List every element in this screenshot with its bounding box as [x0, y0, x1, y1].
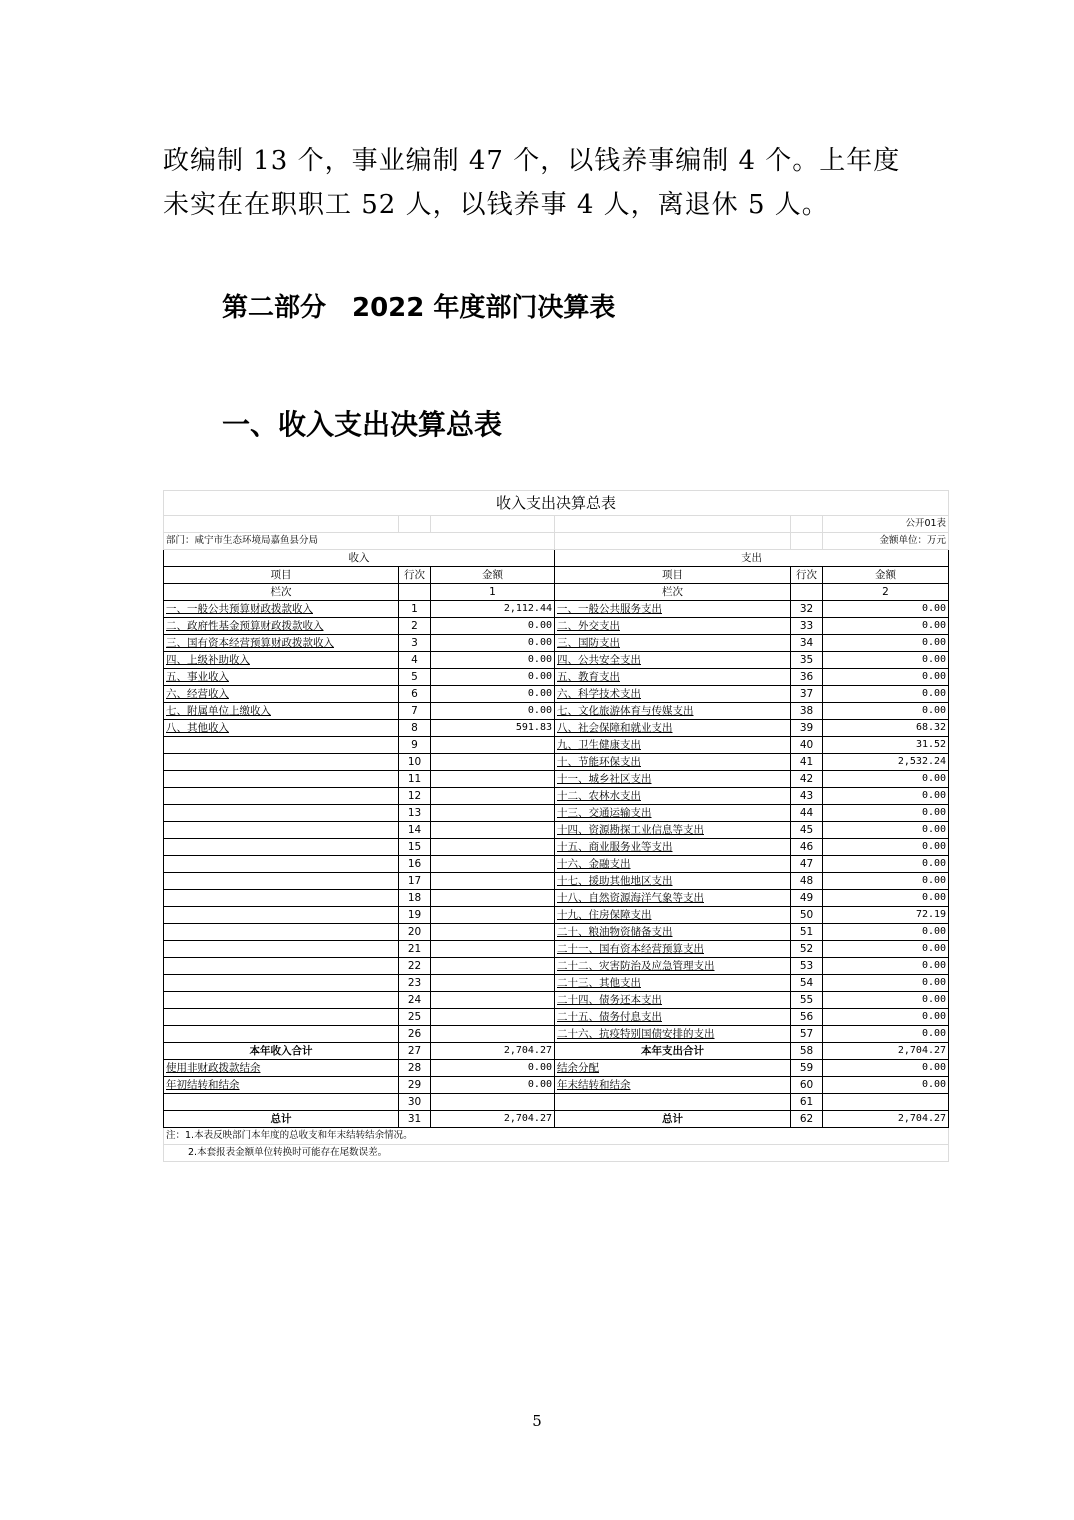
expense-amount: 0.00 — [823, 992, 949, 1009]
income-item — [164, 856, 399, 873]
income-item — [164, 805, 399, 822]
expense-header: 支出 — [555, 550, 949, 567]
income-row-no: 29 — [399, 1077, 431, 1094]
income-amount — [431, 975, 555, 992]
expense-row-no: 42 — [791, 771, 823, 788]
income-item — [164, 1094, 399, 1111]
grand-total-label-income: 总计 — [164, 1111, 399, 1128]
expense-row-no: 47 — [791, 856, 823, 873]
income-item — [164, 992, 399, 1009]
department-label: 部门：咸宁市生态环境局嘉鱼县分局 — [164, 533, 555, 550]
income-item — [164, 907, 399, 924]
expense-row-no: 38 — [791, 703, 823, 720]
expense-amount: 0.00 — [823, 941, 949, 958]
expense-amount: 0.00 — [823, 839, 949, 856]
table-row — [164, 924, 949, 941]
expense-item: 二十五、债务付息支出 — [555, 1009, 791, 1026]
expense-amount: 0.00 — [823, 1060, 949, 1077]
income-row-no: 16 — [399, 856, 431, 873]
income-row-no: 24 — [399, 992, 431, 1009]
table-row — [164, 703, 949, 720]
income-amount — [431, 788, 555, 805]
table-row — [164, 652, 949, 669]
expense-item: 二、外交支出 — [555, 618, 791, 635]
expense-item: 一、一般公共服务支出 — [555, 601, 791, 618]
table-row — [164, 873, 949, 890]
income-amount — [431, 890, 555, 907]
expense-amount: 0.00 — [823, 822, 949, 839]
col-row-income: 行次 — [399, 567, 431, 584]
expense-amount: 0.00 — [823, 703, 949, 720]
income-item — [164, 788, 399, 805]
table-row — [164, 618, 949, 635]
expense-amount: 0.00 — [823, 788, 949, 805]
total-expense-label: 本年支出合计 — [555, 1043, 791, 1060]
income-item — [164, 890, 399, 907]
income-row-no: 8 — [399, 720, 431, 737]
income-item — [164, 873, 399, 890]
income-item — [164, 924, 399, 941]
expense-row-no: 54 — [791, 975, 823, 992]
income-item — [164, 1009, 399, 1026]
total-expense-amount: 2,704.27 — [823, 1043, 949, 1060]
expense-row-no: 57 — [791, 1026, 823, 1043]
income-item — [164, 941, 399, 958]
income-row-no: 28 — [399, 1060, 431, 1077]
table-row — [164, 737, 949, 754]
table-row — [164, 754, 949, 771]
table-row — [164, 890, 949, 907]
expense-item: 十九、住房保障支出 — [555, 907, 791, 924]
total-income-amount: 2,704.27 — [431, 1043, 555, 1060]
expense-row-no: 36 — [791, 669, 823, 686]
grand-total-label-expense: 总计 — [555, 1111, 791, 1128]
income-row-no: 22 — [399, 958, 431, 975]
income-amount: 2,112.44 — [431, 601, 555, 618]
expense-amount: 0.00 — [823, 618, 949, 635]
grand-total-no-expense: 62 — [791, 1111, 823, 1128]
table-row — [164, 635, 949, 652]
expense-row-no: 61 — [791, 1094, 823, 1111]
income-amount — [431, 873, 555, 890]
income-amount — [431, 992, 555, 1009]
income-row-no: 21 — [399, 941, 431, 958]
income-item — [164, 754, 399, 771]
subsection-title: 一、收入支出决算总表 — [222, 408, 503, 441]
income-amount — [431, 1026, 555, 1043]
expense-item: 年末结转和结余 — [555, 1077, 791, 1094]
income-item: 七、附属单位上缴收入 — [164, 703, 399, 720]
amount-unit: 金额单位：万元 — [823, 533, 949, 550]
expense-row-no: 39 — [791, 720, 823, 737]
income-row-no: 10 — [399, 754, 431, 771]
expense-item: 七、文化旅游体育与传媒支出 — [555, 703, 791, 720]
income-row-no: 23 — [399, 975, 431, 992]
expense-amount: 2,532.24 — [823, 754, 949, 771]
expense-amount: 0.00 — [823, 924, 949, 941]
table-row — [164, 941, 949, 958]
table-row — [164, 686, 949, 703]
col-amount-income: 金额 — [431, 567, 555, 584]
table-row — [164, 1026, 949, 1043]
expense-amount: 0.00 — [823, 635, 949, 652]
expense-row-no: 40 — [791, 737, 823, 754]
total-income-no: 27 — [399, 1043, 431, 1060]
expense-amount: 0.00 — [823, 890, 949, 907]
table-note-1: 注：1.本表反映部门本年度的总收支和年末结转结余情况。 — [164, 1128, 949, 1145]
expense-amount: 0.00 — [823, 1077, 949, 1094]
income-row-no: 17 — [399, 873, 431, 890]
table-row — [164, 958, 949, 975]
income-amount — [431, 822, 555, 839]
page-number: 5 — [532, 1412, 542, 1430]
income-row-no: 9 — [399, 737, 431, 754]
expense-item: 四、公共安全支出 — [555, 652, 791, 669]
expense-item: 十四、资源勘探工业信息等支出 — [555, 822, 791, 839]
expense-amount: 0.00 — [823, 601, 949, 618]
table-row — [164, 822, 949, 839]
income-item: 六、经营收入 — [164, 686, 399, 703]
income-amount — [431, 754, 555, 771]
expense-row-no: 59 — [791, 1060, 823, 1077]
expense-row-no: 56 — [791, 1009, 823, 1026]
body-text-line-2: 未实在在职职工 52 人，以钱养事 4 人，离退休 5 人。 — [163, 190, 829, 220]
income-row-no: 4 — [399, 652, 431, 669]
income-item: 一、一般公共预算财政拨款收入 — [164, 601, 399, 618]
expense-item: 十六、金融支出 — [555, 856, 791, 873]
income-amount — [431, 1009, 555, 1026]
expense-amount: 0.00 — [823, 686, 949, 703]
income-amount: 0.00 — [431, 1077, 555, 1094]
expense-item: 二十六、抗疫特别国债安排的支出 — [555, 1026, 791, 1043]
income-item: 年初结转和结余 — [164, 1077, 399, 1094]
expense-amount: 72.19 — [823, 907, 949, 924]
income-row-no: 18 — [399, 890, 431, 907]
expense-amount: 31.52 — [823, 737, 949, 754]
income-item — [164, 839, 399, 856]
income-amount — [431, 856, 555, 873]
income-amount: 0.00 — [431, 1060, 555, 1077]
expense-amount: 0.00 — [823, 1009, 949, 1026]
income-row-no: 20 — [399, 924, 431, 941]
income-row-no: 13 — [399, 805, 431, 822]
expense-row-no: 60 — [791, 1077, 823, 1094]
expense-amount — [823, 1094, 949, 1111]
expense-row-no: 41 — [791, 754, 823, 771]
expense-item: 十二、农林水支出 — [555, 788, 791, 805]
table-row — [164, 1077, 949, 1094]
section-title: 第二部分 2022 年度部门决算表 — [222, 293, 616, 323]
grand-total-amount-income: 2,704.27 — [431, 1111, 555, 1128]
income-item — [164, 737, 399, 754]
expense-item: 十一、城乡社区支出 — [555, 771, 791, 788]
income-row-no: 3 — [399, 635, 431, 652]
expense-row-no: 37 — [791, 686, 823, 703]
expense-row-no: 48 — [791, 873, 823, 890]
table-row — [164, 1094, 949, 1111]
expense-amount: 0.00 — [823, 669, 949, 686]
expense-row-no: 43 — [791, 788, 823, 805]
income-amount: 0.00 — [431, 635, 555, 652]
col-item-income: 项目 — [164, 567, 399, 584]
income-item — [164, 975, 399, 992]
expense-item: 十八、自然资源海洋气象等支出 — [555, 890, 791, 907]
expense-item: 三、国防支出 — [555, 635, 791, 652]
expense-row-no: 52 — [791, 941, 823, 958]
income-amount — [431, 737, 555, 754]
form-number: 公开01表 — [823, 516, 949, 533]
lanci-expense: 2 — [823, 584, 949, 601]
table-row — [164, 805, 949, 822]
total-expense-no: 58 — [791, 1043, 823, 1060]
income-amount: 0.00 — [431, 669, 555, 686]
income-amount: 591.83 — [431, 720, 555, 737]
table-row — [164, 1009, 949, 1026]
expense-amount: 0.00 — [823, 873, 949, 890]
income-row-no: 11 — [399, 771, 431, 788]
income-row-no: 1 — [399, 601, 431, 618]
expense-row-no: 51 — [791, 924, 823, 941]
expense-item: 六、科学技术支出 — [555, 686, 791, 703]
income-row-no: 26 — [399, 1026, 431, 1043]
table-row — [164, 601, 949, 618]
expense-item: 二十三、其他支出 — [555, 975, 791, 992]
expense-item: 九、卫生健康支出 — [555, 737, 791, 754]
total-income-label: 本年收入合计 — [164, 1043, 399, 1060]
table-row — [164, 839, 949, 856]
table-row — [164, 771, 949, 788]
income-row-no: 30 — [399, 1094, 431, 1111]
expense-amount: 68.32 — [823, 720, 949, 737]
expense-item: 二十二、灾害防治及应急管理支出 — [555, 958, 791, 975]
expense-amount: 0.00 — [823, 805, 949, 822]
expense-row-no: 35 — [791, 652, 823, 669]
income-item: 八、其他收入 — [164, 720, 399, 737]
expense-amount: 0.00 — [823, 958, 949, 975]
expense-row-no: 55 — [791, 992, 823, 1009]
income-amount — [431, 839, 555, 856]
income-row-no: 2 — [399, 618, 431, 635]
income-row-no: 12 — [399, 788, 431, 805]
income-item: 五、事业收入 — [164, 669, 399, 686]
income-amount: 0.00 — [431, 652, 555, 669]
income-row-no: 14 — [399, 822, 431, 839]
col-item-expense: 项目 — [555, 567, 791, 584]
expense-row-no: 44 — [791, 805, 823, 822]
table-row — [164, 720, 949, 737]
income-amount — [431, 907, 555, 924]
income-item — [164, 771, 399, 788]
income-item: 二、政府性基金预算财政拨款收入 — [164, 618, 399, 635]
expense-item: 十三、交通运输支出 — [555, 805, 791, 822]
expense-amount: 0.00 — [823, 771, 949, 788]
income-row-no: 6 — [399, 686, 431, 703]
grand-total-no-income: 31 — [399, 1111, 431, 1128]
table-row — [164, 856, 949, 873]
income-item — [164, 822, 399, 839]
income-amount — [431, 941, 555, 958]
expense-item: 二十、粮油物资储备支出 — [555, 924, 791, 941]
expense-row-no: 32 — [791, 601, 823, 618]
body-text-line-1: 政编制 13 个，事业编制 47 个，以钱养事编制 4 个。上年度 — [163, 146, 901, 176]
expense-row-no: 33 — [791, 618, 823, 635]
income-row-no: 19 — [399, 907, 431, 924]
income-amount: 0.00 — [431, 618, 555, 635]
col-row-expense: 行次 — [791, 567, 823, 584]
lanci-income: 1 — [431, 584, 555, 601]
expense-amount: 0.00 — [823, 975, 949, 992]
table-row — [164, 788, 949, 805]
expense-item: 十、节能环保支出 — [555, 754, 791, 771]
income-header: 收入 — [164, 550, 555, 567]
expense-item: 五、教育支出 — [555, 669, 791, 686]
income-amount — [431, 771, 555, 788]
income-item — [164, 1026, 399, 1043]
col-amount-expense: 金额 — [823, 567, 949, 584]
expense-item: 十七、援助其他地区支出 — [555, 873, 791, 890]
lanci-label-income: 栏次 — [164, 584, 399, 601]
expense-row-no: 50 — [791, 907, 823, 924]
income-amount — [431, 805, 555, 822]
expense-row-no: 46 — [791, 839, 823, 856]
expense-row-no: 53 — [791, 958, 823, 975]
income-row-no: 15 — [399, 839, 431, 856]
expense-item: 八、社会保障和就业支出 — [555, 720, 791, 737]
expense-row-no: 45 — [791, 822, 823, 839]
income-amount: 0.00 — [431, 703, 555, 720]
income-amount — [431, 924, 555, 941]
income-amount — [431, 1094, 555, 1111]
expense-item — [555, 1094, 791, 1111]
expense-row-no: 34 — [791, 635, 823, 652]
income-item: 使用非财政拨款结余 — [164, 1060, 399, 1077]
expense-item: 结余分配 — [555, 1060, 791, 1077]
income-amount: 0.00 — [431, 686, 555, 703]
table-title: 收入支出决算总表 — [164, 491, 949, 516]
table-row — [164, 1060, 949, 1077]
income-amount — [431, 958, 555, 975]
income-item: 四、上级补助收入 — [164, 652, 399, 669]
expense-row-no: 49 — [791, 890, 823, 907]
table-row — [164, 669, 949, 686]
expense-amount: 0.00 — [823, 652, 949, 669]
expense-item: 二十一、国有资本经营预算支出 — [555, 941, 791, 958]
income-expense-table — [163, 490, 948, 1162]
table-row — [164, 992, 949, 1009]
income-row-no: 5 — [399, 669, 431, 686]
expense-item: 二十四、债务还本支出 — [555, 992, 791, 1009]
grand-total-amount-expense: 2,704.27 — [823, 1111, 949, 1128]
income-item: 三、国有资本经营预算财政拨款收入 — [164, 635, 399, 652]
lanci-label-expense: 栏次 — [555, 584, 791, 601]
income-row-no: 7 — [399, 703, 431, 720]
income-row-no: 25 — [399, 1009, 431, 1026]
expense-amount: 0.00 — [823, 1026, 949, 1043]
table-row — [164, 907, 949, 924]
expense-item: 十五、商业服务业等支出 — [555, 839, 791, 856]
table-row — [164, 975, 949, 992]
table-note-2: 2.本套报表金额单位转换时可能存在尾数误差。 — [164, 1145, 949, 1162]
income-item — [164, 958, 399, 975]
expense-amount: 0.00 — [823, 856, 949, 873]
